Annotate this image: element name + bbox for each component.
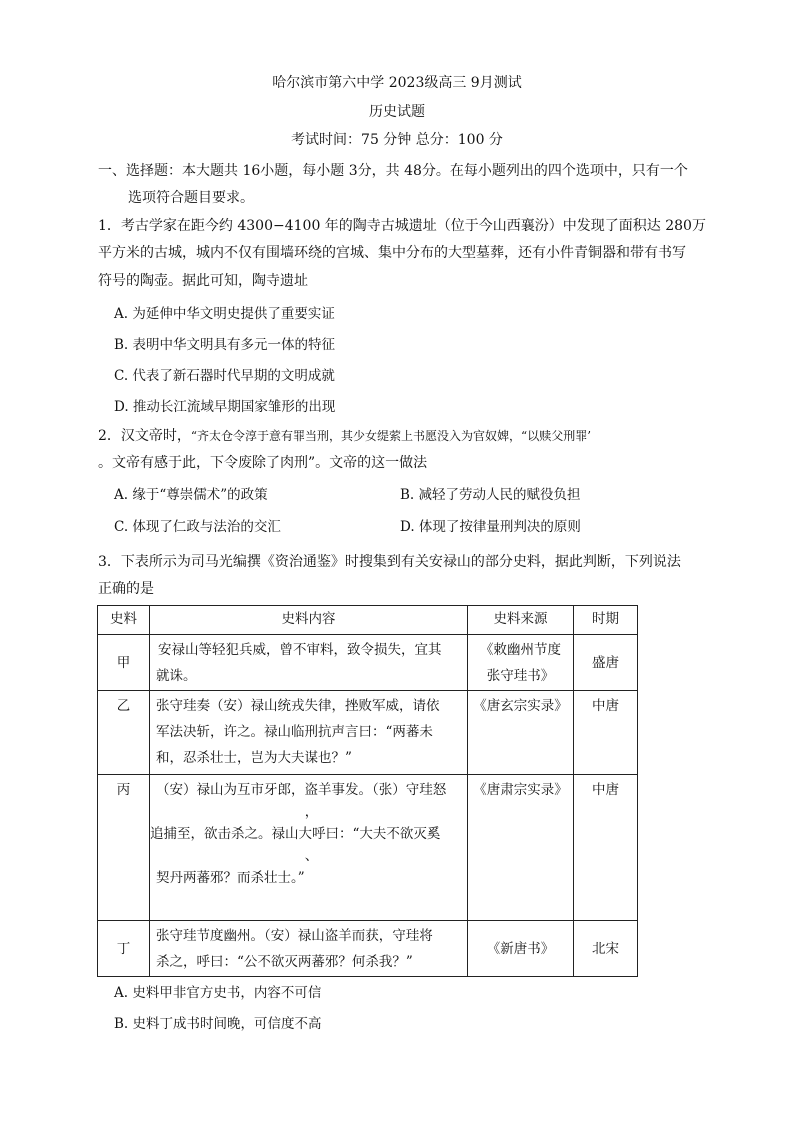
q3-option-a[interactable]: A. 史料甲非官方史书，内容不可信 bbox=[114, 985, 322, 1001]
row-source bbox=[468, 691, 574, 775]
q3-stem-line1: 3．下表所示为司马光编撰《资治通鉴》时搜集到有关安禄山的部分史料，据此判断，下列说法 bbox=[98, 554, 681, 570]
q2-stem-quote: “齐太仓令淳于意有罪当刑，其少女缇萦上书愿没入为官奴婢，“以赎父刑罪’ bbox=[190, 429, 592, 443]
q3-option-b[interactable]: B. 史料丁成书时间晚，可信度不高 bbox=[114, 1016, 322, 1032]
row-label: 丁 bbox=[98, 921, 150, 977]
content-punct: ， bbox=[304, 804, 319, 820]
table-header-row bbox=[98, 606, 638, 635]
q1-option-a[interactable]: A. 为延伸中华文明史提供了重要实证 bbox=[114, 306, 335, 322]
row-source: 《新唐书》 bbox=[468, 921, 574, 977]
content-line: 和，忍杀壮士，岂为大夫谋也？” bbox=[156, 750, 352, 766]
exam-info: 考试时间：75 分钟 总分：100 分 bbox=[291, 132, 503, 148]
table-header-cell: 史料内容 bbox=[150, 606, 468, 635]
table-row bbox=[98, 635, 638, 691]
table-row bbox=[98, 691, 638, 775]
content-line: （安）禄山为互市牙郎，盗羊事发。（张）守珪怒 bbox=[156, 782, 447, 798]
q1-stem-line2: 平方米的古城，城内不仅有围墙环绕的宫城、集中分布的大型墓葬，还有小件青铜器和带有书写 bbox=[98, 245, 686, 261]
row-source bbox=[468, 635, 574, 691]
content-line: 追捕至，欲击杀之。禄山大呼曰：“大夫不欲灭奚 bbox=[150, 826, 441, 842]
school-title: 哈尔滨市第六中学 2023级高三 9月测试 bbox=[272, 75, 522, 91]
content-line: 杀之，呼曰：“公不欲灭两蕃邪？何杀我？” bbox=[156, 954, 413, 970]
section-heading-line1: 一、选择题：本大题共 16小题，每小题 3分，共 48分。在每小题列出的四个选项中，只有一个 bbox=[98, 163, 688, 179]
q2-option-a[interactable]: A. 缘于“尊崇儒术”的政策 bbox=[114, 487, 268, 503]
source-line: 《唐玄宗实录》 bbox=[473, 698, 568, 714]
row-content bbox=[150, 775, 468, 921]
q2-stem-line2: 。文帝有感于此，下令废除了肉刑”。文帝的这一做法 bbox=[98, 455, 428, 471]
q2-stem-line1 bbox=[98, 425, 591, 445]
period-text: 中唐 bbox=[592, 782, 619, 798]
q2-option-b[interactable]: B. 减轻了劳动人民的赋役负担 bbox=[400, 487, 581, 503]
source-table bbox=[97, 605, 638, 977]
section-heading-line2: 选项符合题目要求。 bbox=[128, 190, 254, 206]
row-label-text: 乙 bbox=[116, 698, 131, 714]
row-label-text: 丙 bbox=[116, 782, 131, 798]
q1-stem-line3: 符号的陶壶。据此可知，陶寺遗址 bbox=[98, 273, 308, 289]
q2-option-d[interactable]: D. 体现了按律量刑判决的原则 bbox=[400, 519, 581, 535]
q1-option-d[interactable]: D. 推动长江流域早期国家雏形的出现 bbox=[114, 399, 336, 415]
content-text: 军法决斩，许之。禄山临刑抗声言曰：“两蕃未 bbox=[156, 724, 433, 740]
content-line bbox=[156, 719, 467, 745]
table-header-cell: 史料 bbox=[98, 606, 150, 635]
content-line: 就诛。 bbox=[156, 668, 197, 684]
row-content bbox=[150, 921, 468, 977]
row-content bbox=[150, 635, 468, 691]
q1-option-b[interactable]: B. 表明中华文明具有多元一体的特征 bbox=[114, 337, 336, 353]
source-line: 《敕幽州节度 bbox=[480, 642, 561, 658]
row-content bbox=[150, 691, 468, 775]
subject-title: 历史试题 bbox=[369, 104, 425, 120]
table-row bbox=[98, 775, 638, 921]
source-line: 《唐肃宗实录》 bbox=[473, 782, 568, 798]
row-source bbox=[468, 775, 574, 921]
q2-option-c[interactable]: C. 体现了仁政与法治的交汇 bbox=[114, 519, 281, 535]
period-text: 中唐 bbox=[592, 698, 619, 714]
content-punct: 、 bbox=[304, 848, 319, 864]
row-label bbox=[98, 691, 150, 775]
source-line: 张守珪书》 bbox=[486, 668, 555, 684]
q1-option-c[interactable]: C. 代表了新石器时代早期的文明成就 bbox=[114, 368, 335, 384]
table-header-cell: 史料来源 bbox=[468, 606, 574, 635]
q3-stem-line2: 正确的是 bbox=[98, 581, 154, 597]
row-label: 甲 bbox=[98, 635, 150, 691]
row-period bbox=[574, 775, 638, 921]
table-row bbox=[98, 921, 638, 977]
q2-stem-prefix: 2．汉文帝时， bbox=[98, 428, 191, 444]
q1-stem-line1: 1．考古学家在距今约 4300−4100 年的陶寺古城遗址（位于今山西襄汾）中发现了面积达 280万 bbox=[98, 218, 706, 234]
row-label bbox=[98, 775, 150, 921]
content-line: 契丹两蕃邪？而杀壮士。” bbox=[156, 870, 305, 886]
row-period: 北宋 bbox=[574, 921, 638, 977]
content-line: 安禄山等轻犯兵威，曾不审料，致令损失，宜其 bbox=[158, 642, 442, 658]
content-line: 张守珪节度幽州。（安）禄山盗羊而获，守珪将 bbox=[156, 928, 433, 944]
row-period bbox=[574, 691, 638, 775]
content-line: 张守珪奏（安）禄山统戎失律，挫败军威，请依 bbox=[156, 698, 440, 714]
row-period: 盛唐 bbox=[574, 635, 638, 691]
table-header-cell: 时期 bbox=[574, 606, 638, 635]
